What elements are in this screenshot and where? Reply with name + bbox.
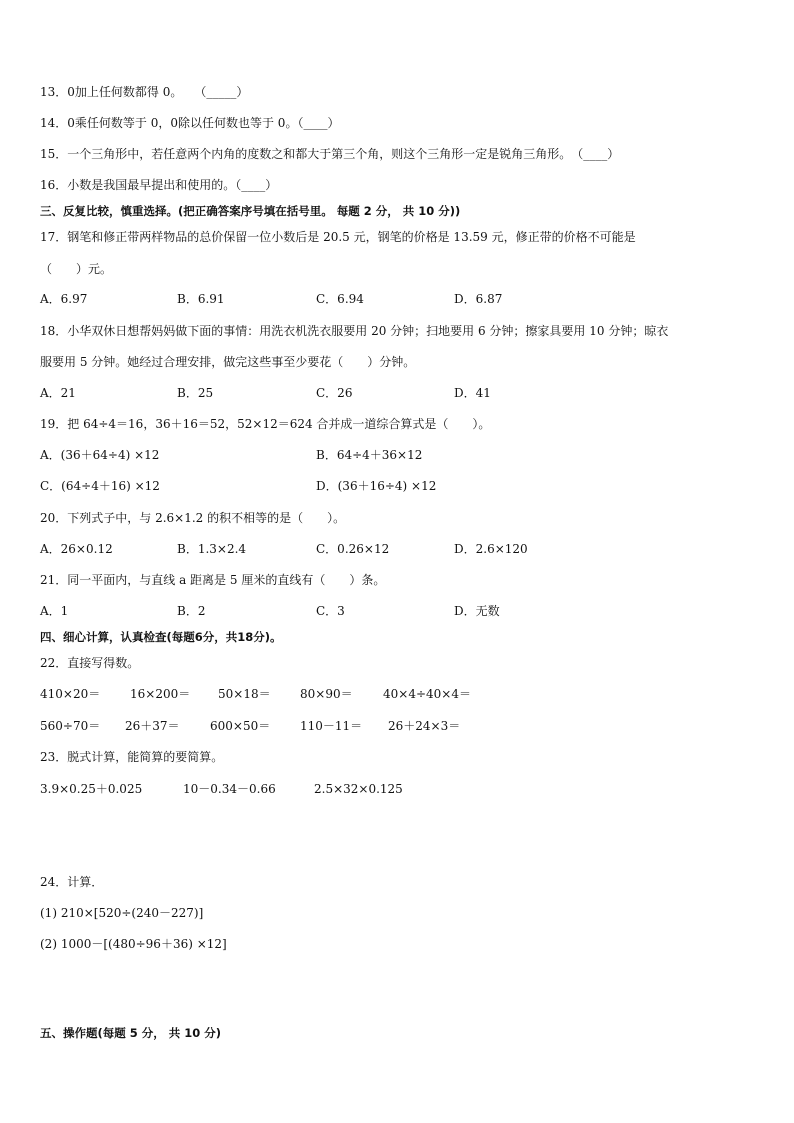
question-17-line-1: 17．钢笔和修正带两样物品的总价保留一位小数后是 20.5 元，钢笔的价格是 13.59 元，修正带的价格不可能是 <box>40 230 636 244</box>
q22-row2-item-4: 110－11＝ <box>300 719 363 733</box>
q23-expr-2: 10－0.34－0.66 <box>183 782 276 796</box>
q24-part-1: (1) 210×[520÷(240－227)] <box>40 906 204 920</box>
q17-option-a: A．6.97 <box>40 292 88 306</box>
question-16: 16．小数是我国最早提出和使用的。（____） <box>40 178 278 192</box>
q18-option-b: B．25 <box>177 386 214 400</box>
q17-option-d: D．6.87 <box>454 292 503 306</box>
q22-row2-item-3: 600×50＝ <box>210 719 271 733</box>
question-23: 23．脱式计算，能简算的要简算。 <box>40 750 224 764</box>
q19-option-d: D．(36＋16÷4) ×12 <box>316 479 437 493</box>
q17-option-b: B．6.91 <box>177 292 225 306</box>
question-15: 15．一个三角形中，若任意两个内角的度数之和都大于第三个角，则这个三角形一定是锐角三角形。 （____） <box>40 147 620 161</box>
q19-option-a: A．(36＋64÷4) ×12 <box>40 448 160 462</box>
question-22: 22．直接写得数。 <box>40 656 140 670</box>
q23-expr-1: 3.9×0.25＋0.025 <box>40 782 143 796</box>
question-18-line-2: 服要用 5 分钟。她经过合理安排，做完这些事至少要花（ ）分钟。 <box>40 355 416 369</box>
question-17-line-2: （ ）元。 <box>40 262 113 276</box>
q22-row2-item-5: 26＋24×3＝ <box>388 719 461 733</box>
question-13: 13．0加上任何数都得 0。 （_____） <box>40 85 249 99</box>
question-21: 21．同一平面内，与直线 a 距离是 5 厘米的直线有（ ）条。 <box>40 573 386 587</box>
section-4-heading: 四、细心计算，认真检查(每题6分，共18分)。 <box>40 630 282 644</box>
q22-row1-item-4: 80×90＝ <box>300 687 353 701</box>
question-24: 24．计算． <box>40 875 104 889</box>
q17-option-c: C．6.94 <box>316 292 364 306</box>
q18-option-d: D．41 <box>454 386 491 400</box>
q19-option-b: B．64÷4＋36×12 <box>316 448 423 462</box>
question-19: 19．把 64÷4＝16，36＋16＝52，52×12＝624 合并成一道综合算式是（ ）。 <box>40 417 491 431</box>
section-3-heading: 三、反复比较，慎重选择。(把正确答案序号填在括号里。 每题 2 分， 共 10 分)) <box>40 204 461 218</box>
q22-row1-item-2: 16×200＝ <box>130 687 191 701</box>
q23-expr-3: 2.5×32×0.125 <box>314 782 403 796</box>
q22-row2-item-2: 26＋37＝ <box>125 719 180 733</box>
q22-row1-item-1: 410×20＝ <box>40 687 101 701</box>
q19-option-c: C．(64÷4＋16) ×12 <box>40 479 160 493</box>
q20-option-d: D．2.6×120 <box>454 542 528 556</box>
q20-option-c: C．0.26×12 <box>316 542 390 556</box>
q21-option-d: D．无数 <box>454 604 500 618</box>
question-18-line-1: 18．小华双休日想帮妈妈做下面的事情：用洗衣机洗衣服要用 20 分钟；扫地要用 6 分钟；擦家具要用 10 分钟；晾衣 <box>40 324 669 338</box>
q18-option-a: A．21 <box>40 386 76 400</box>
question-14: 14．0乘任何数等于 0，0除以任何数也等于 0。（____） <box>40 116 340 130</box>
q18-option-c: C．26 <box>316 386 353 400</box>
q20-option-a: A．26×0.12 <box>40 542 113 556</box>
q21-option-a: A．1 <box>40 604 69 618</box>
q22-row1-item-5: 40×4÷40×4＝ <box>383 687 471 701</box>
q21-option-c: C．3 <box>316 604 345 618</box>
question-20: 20．下列式子中，与 2.6×1.2 的积不相等的是（ ）。 <box>40 511 346 525</box>
q20-option-b: B．1.3×2.4 <box>177 542 247 556</box>
section-5-heading: 五、操作题(每题 5 分， 共 10 分) <box>40 1026 222 1040</box>
q24-part-2: (2) 1000－[(480÷96＋36) ×12] <box>40 937 227 951</box>
q21-option-b: B．2 <box>177 604 206 618</box>
q22-row1-item-3: 50×18＝ <box>218 687 271 701</box>
q22-row2-item-1: 560÷70＝ <box>40 719 101 733</box>
